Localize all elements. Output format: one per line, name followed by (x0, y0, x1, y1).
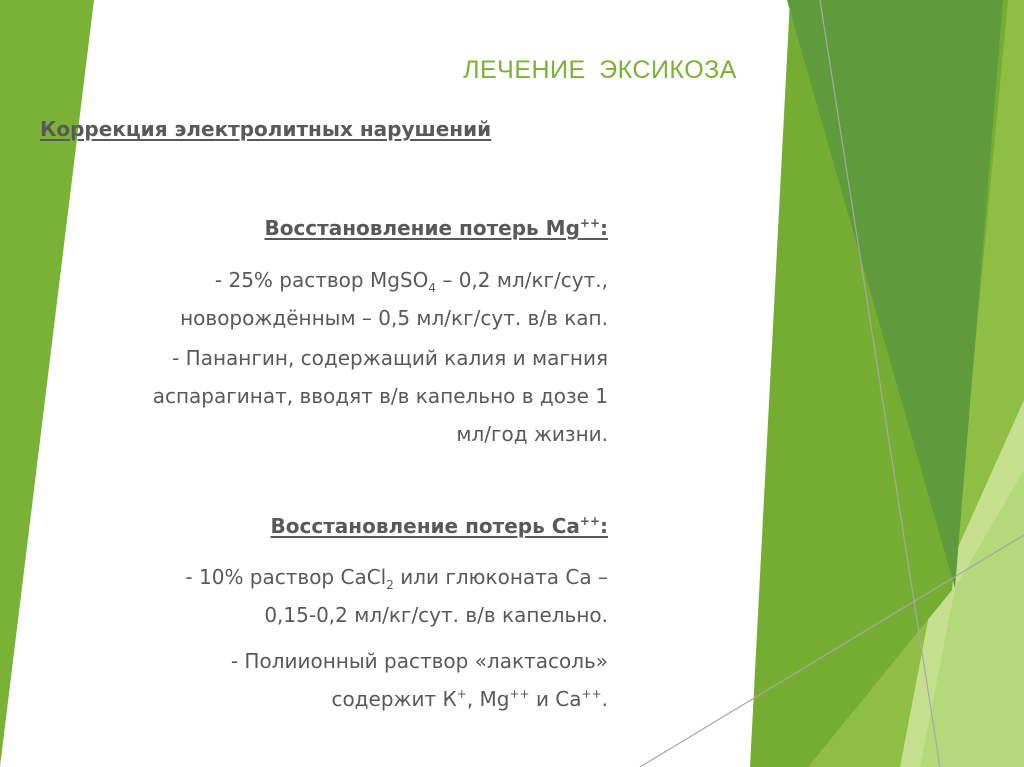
mg-item-1-suffix: – 0,2 мл/кг/сут., (435, 268, 608, 292)
ca-item-2 (8, 642, 608, 718)
mg-section-heading (264, 216, 608, 240)
mg-item-2-line-1: - Панангин, содержащий калия и магния (172, 346, 608, 370)
ca-item-1-sub: 2 (386, 578, 394, 592)
ca-section-heading (271, 514, 609, 538)
ca-item-2-sup-1: + (456, 687, 467, 701)
ca-item-2-sup-3: ++ (581, 687, 602, 701)
ca-item-2-sup-2: ++ (509, 687, 530, 701)
ca-item-1-line-2: 0,15-0,2 мл/кг/сут. в/в капельно. (264, 603, 608, 627)
mg-heading-text: Восстановление потерь Mg (264, 216, 580, 240)
ca-item-1-prefix: - 10% раствор CaCl (185, 565, 387, 589)
mg-item-1-sub: 4 (428, 281, 436, 295)
slide-subtitle: Коррекция электролитных нарушений (40, 117, 492, 141)
ca-item-1-line-1 (8, 558, 608, 596)
ca-item-1-suffix: или глюконата Са – (393, 565, 608, 589)
mg-item-1-prefix: - 25% раствор MgSO (214, 268, 429, 292)
mg-item-2-line-2: аспарагинат, вводят в/в капельно в дозе 1 (152, 384, 608, 408)
ca-item-2-mid-1: , Mg (466, 687, 510, 711)
mg-item-2-line-3: мл/год жизни. (456, 422, 608, 446)
mg-item-1-line-1 (8, 261, 608, 299)
mg-item-1-line-2: новорождённым – 0,5 мл/кг/сут. в/в кап. (180, 306, 608, 330)
ca-item-2-end: . (601, 687, 608, 711)
ca-item-1 (8, 558, 608, 634)
ca-item-2-prefix: содержит К (331, 687, 457, 711)
ca-item-2-line-1: - Полиионный раствор «лактасоль» (230, 649, 608, 673)
mg-item-1 (8, 261, 608, 337)
ca-item-2-line-2 (8, 680, 608, 718)
mg-item-2 (8, 339, 608, 453)
ca-heading-suffix: : (600, 514, 608, 538)
ca-heading-sup: ++ (579, 514, 600, 528)
ca-heading-text: Восстановление потерь Са (270, 514, 580, 538)
mg-heading-sup: ++ (579, 216, 600, 230)
mg-heading-suffix: : (600, 216, 608, 240)
ca-item-2-mid-2: и Са (529, 687, 582, 711)
slide-title: ЛЕЧЕНИЕ ЭКСИКОЗА (463, 56, 737, 84)
